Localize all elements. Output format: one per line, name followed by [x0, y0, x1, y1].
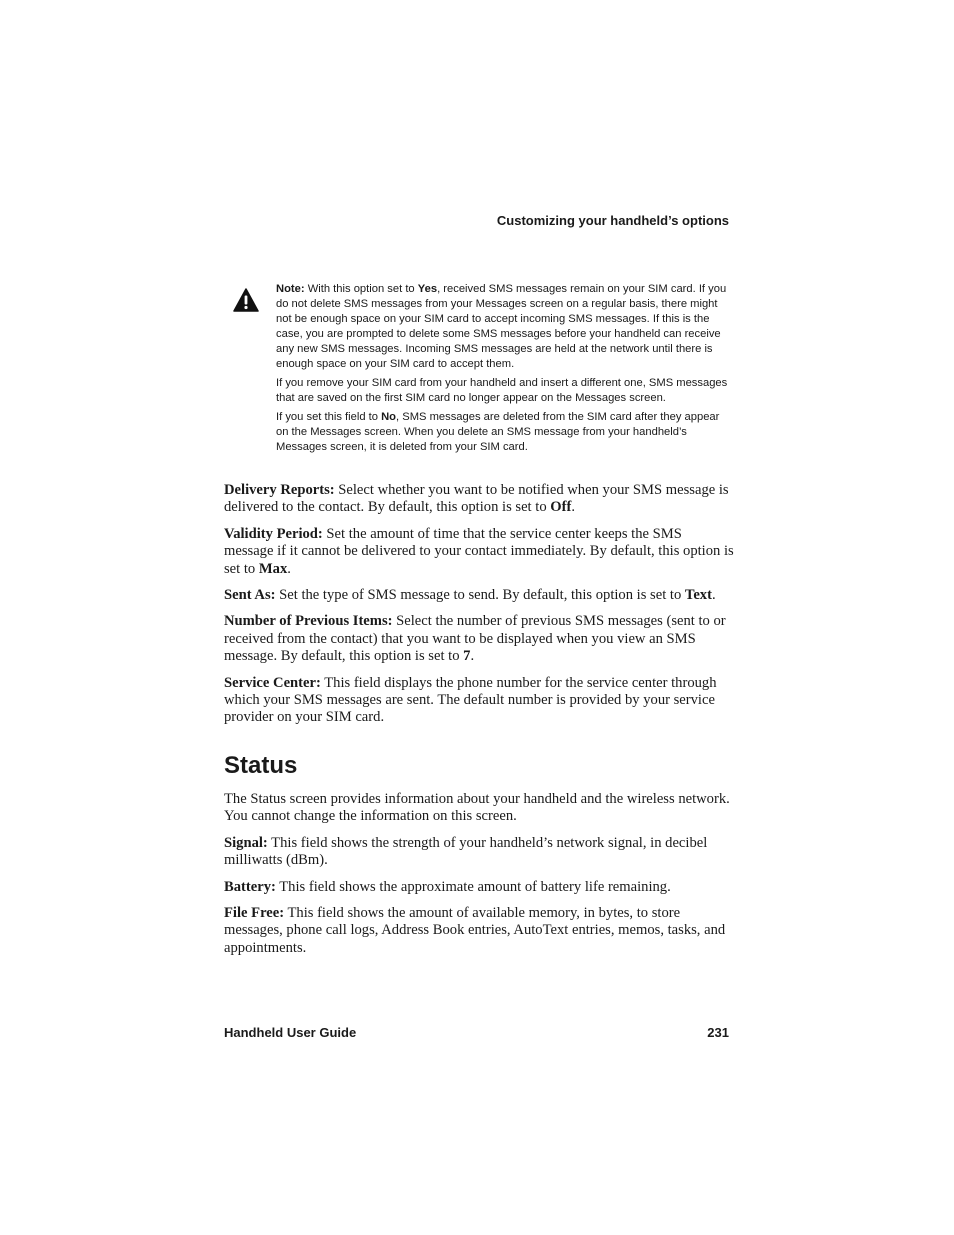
option-default-value: 7 — [463, 648, 471, 665]
delivery-reports-paragraph — [224, 482, 734, 517]
note-paragraph-2: If you remove your SIM card from your handheld and insert a different one, SMS messages that are saved on the first SIM card no longer appear on the Messages screen. — [276, 377, 728, 404]
service-center-paragraph — [224, 675, 734, 727]
option-default-value: Text — [684, 587, 712, 604]
note-label: Note: — [276, 283, 305, 295]
option-text-end: . — [571, 499, 575, 516]
status-heading: Status — [224, 751, 298, 779]
field-text: This field shows the strength of your handheld’s network signal, in decibel milliwatts (dBm). — [224, 834, 708, 869]
option-default-value: Off — [550, 499, 572, 516]
option-default-value: Max — [258, 560, 288, 577]
option-text: Select the number of previous SMS messages (sent to or received from the contact) that you want to be displayed when you view an SMS message. By default, this option is set to — [224, 613, 726, 665]
battery-paragraph — [224, 879, 734, 896]
field-label: Signal: — [224, 834, 268, 851]
running-header: Customizing your handheld’s options — [496, 213, 729, 228]
option-label: Delivery Reports: — [224, 482, 335, 498]
option-label: Sent As: — [224, 587, 276, 604]
option-text-end: . — [287, 560, 291, 577]
option-text-end: . — [470, 648, 475, 665]
option-label: Service Center: — [224, 674, 321, 691]
note-text — [276, 282, 732, 459]
note-paragraph-3 — [276, 410, 732, 455]
option-text: This field displays the phone number for the service center through which your SMS messages are sent. The default number is provided by your service provider on your SIM card. — [224, 674, 717, 726]
option-label: Number of Previous Items: — [224, 613, 393, 630]
status-intro: The Status screen provides information about your handheld and the wireless network. You cannot change the information on this screen. — [224, 790, 730, 825]
footer-page-number: 231 — [707, 1025, 729, 1040]
note-text-span: , SMS messages are deleted from the SIM card after they appear on the Messages screen. When you delete an SMS message from your handheld’s Messages screen, it is deleted from your SIM card. — [276, 411, 720, 453]
note-text-span: With this option set to — [304, 283, 418, 295]
signal-paragraph — [224, 835, 734, 870]
note-text-span: , received SMS messages remain on your SIM card. If you do not delete SMS messages from your Messages screen on a regular basis, there might not be enough space on your SIM card to accept incoming SMS messages. If this is the case, you are prompted to delete some SMS messages before your handheld can receive any new SMS messages. Incoming SMS messages are held at the network until there is enough space on your SIM card to accept them. — [276, 283, 727, 370]
previous-items-paragraph — [224, 613, 734, 665]
option-text-end: . — [711, 587, 716, 604]
field-label: Battery: — [224, 878, 276, 895]
option-text: Set the amount of time that the service center keeps the SMS message if it cannot be delivered to your contact immediately. By default, this option is set to — [224, 525, 734, 577]
field-text: This field shows the approximate amount of battery life remaining. — [275, 878, 671, 895]
option-label: Validity Period: — [224, 525, 323, 542]
sent-as-paragraph — [224, 587, 734, 604]
warning-triangle-icon — [233, 288, 259, 312]
option-text: Select whether you want to be notified when your SMS message is delivered to the contact. By default, this option is set to — [224, 482, 729, 516]
option-text: Set the type of SMS message to send. By default, this option is set to — [275, 587, 685, 604]
note-text-span: If you set this field to — [276, 411, 382, 423]
field-label: File Free: — [224, 904, 285, 921]
footer-guide-title: Handheld User Guide — [224, 1025, 357, 1040]
body-content — [224, 482, 734, 966]
field-text: This field shows the amount of available memory, in bytes, to store messages, phone call logs, Address Book entries, AutoText entries, memos, tasks, and appointments. — [224, 904, 726, 956]
note-no-value: No — [381, 411, 397, 423]
validity-period-paragraph — [224, 526, 734, 578]
file-free-paragraph — [224, 905, 734, 957]
note-yes-value: Yes — [417, 283, 438, 295]
note-paragraph-1 — [276, 282, 732, 372]
